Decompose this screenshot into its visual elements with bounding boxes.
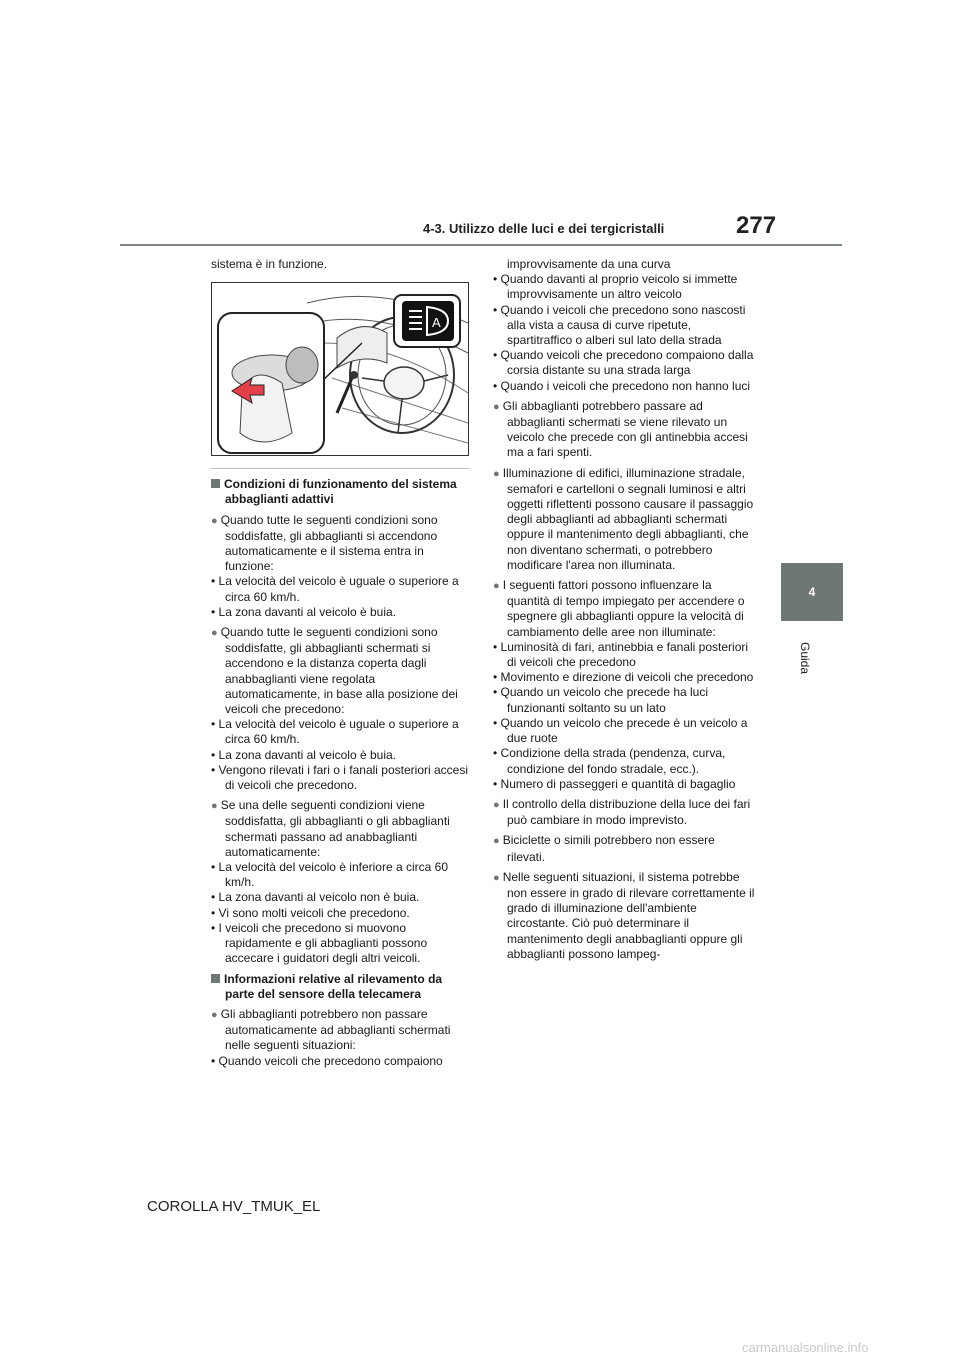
intro-text: sistema è in funzione.	[211, 257, 328, 271]
dashboard-illustration	[212, 283, 468, 455]
headlight-switch-illustration	[211, 282, 469, 456]
list-item: • Quando un veicolo che precede è un veicolo a due ruote	[493, 715, 748, 746]
heading-camera-sensor: Informazioni relative al rilevamento da parte del sensore della telecamera	[211, 972, 469, 1002]
list-item: • Condizione della strada (pendenza, curva, condizione del fondo stradale, ecc.).	[493, 746, 726, 776]
list-item: • La zona davanti al veicolo è buia.	[211, 747, 397, 762]
circle-bullet-icon: ●	[493, 798, 503, 811]
list-item: • Movimento e direzione di veicoli che precedono	[493, 670, 754, 685]
list-item: • Quando i veicoli che precedono non hanno luci	[493, 378, 751, 393]
list-item: • La zona davanti al veicolo non è buia.	[211, 890, 420, 905]
section-divider	[211, 468, 469, 469]
bullet-item: ● Gli abbaglianti potrebbero non passare automaticamente ad abbaglianti schermati nelle seguenti situazioni:	[211, 1006, 451, 1053]
circle-bullet-icon: ●	[211, 627, 221, 640]
list-item: • Vi sono molti veicoli che precedono.	[211, 905, 410, 920]
list-item: • Quando i veicoli che precedono sono nascosti alla vista a causa di curve ripetute, spartitraffico o alberi sul lato della strada	[493, 302, 746, 348]
bullet-item: ● Se una delle seguenti condizioni viene soddisfatta, gli abbaglianti o gli abbaglianti schermati passano ad anabbaglianti automaticamente:	[211, 798, 450, 859]
indicator-letter: A	[432, 315, 441, 331]
bullet-item: ● Gli abbaglianti potrebbero passare ad abbaglianti schermati se viene rilevato un veicolo che precede con gli antinebbia accesi ma a fari spenti.	[493, 398, 748, 460]
list-item: • Numero di passeggeri e quantità di bagaglio	[493, 776, 736, 791]
list-item: • Quando veicoli che precedono compaiono dalla corsia distante su una strada larga	[493, 348, 754, 378]
list-item: • Quando davanti al proprio veicolo si immette improvvisamente un altro veicolo	[493, 272, 738, 302]
square-bullet-icon	[211, 479, 220, 488]
bullet-item: ● Biciclette o simili potrebbero non essere rilevati.	[493, 833, 715, 864]
bullet-item: ● Illuminazione di edifici, illuminazione stradale, semafori e cartelloni o segnali luminosi e altri oggetti riflettenti possono causare il passaggio degli abbaglianti ad abbaglianti schermati oppure il mantenimento degli abbaglianti, che non diventano schermati, o potrebbero modificare l'area non illuminata.	[493, 465, 754, 572]
circle-bullet-icon: ●	[493, 871, 503, 884]
bullet-item: ● Nelle seguenti situazioni, il sistema potrebbe non essere in grado di rilevare correttamente il grado di illuminazione dell'ambiente circostante. Ciò può determinare il mantenimento degli anabbaglianti oppure gli abbaglianti possono lampeg-	[493, 869, 755, 961]
chapter-label: Guida	[798, 642, 812, 675]
header-rule	[120, 244, 842, 246]
right-column	[493, 257, 755, 962]
circle-bullet-icon: ●	[493, 835, 503, 848]
list-item-continued: improvvisamente da una curva	[507, 257, 671, 271]
bullet-item: ● Quando tutte le seguenti condizioni sono soddisfatte, gli abbaglianti schermati si accendono e la distanza coperta dagli anabbaglianti viene regolata automaticamente, in base alla posizione dei veicoli che precedono:	[211, 625, 458, 717]
section-title: 4-3. Utilizzo delle luci e dei tergicristalli	[423, 221, 665, 236]
left-column	[211, 257, 469, 1069]
list-item: • La velocità del veicolo è inferiore a circa 60 km/h.	[211, 860, 449, 890]
list-item: • La velocità del veicolo è uguale o superiore a circa 60 km/h.	[211, 717, 459, 747]
circle-bullet-icon: ●	[211, 1008, 221, 1021]
list-item: • Vengono rilevati i fari o i fanali posteriori accesi di veicoli che precedono.	[211, 762, 469, 793]
list-item: • I veicoli che precedono si muovono rapidamente e gli abbaglianti possono accecare i guidatori degli altri veicoli.	[211, 920, 428, 966]
list-item: • Quando un veicolo che precede ha luci funzionanti soltanto su un lato	[493, 685, 709, 715]
page-number: 277	[736, 212, 777, 239]
chapter-tab[interactable]: 4	[781, 563, 843, 621]
heading-conditions: Condizioni di funzionamento del sistema abbaglianti adattivi	[211, 477, 469, 507]
circle-bullet-icon: ●	[493, 400, 503, 413]
watermark: carmanualsonline.info	[742, 1340, 869, 1355]
list-item: • La velocità del veicolo è uguale o superiore a circa 60 km/h.	[211, 574, 459, 604]
circle-bullet-icon: ●	[493, 580, 503, 593]
list-item: • Quando veicoli che precedono compaiono	[211, 1053, 443, 1068]
footer-model: COROLLA HV_TMUK_EL	[147, 1198, 321, 1215]
circle-bullet-icon: ●	[211, 514, 221, 527]
list-item: • Luminosità di fari, antinebbia e fanali posteriori di veicoli che precedono	[493, 639, 749, 670]
circle-bullet-icon: ●	[211, 800, 221, 813]
circle-bullet-icon: ●	[493, 467, 503, 480]
bullet-item: ● I seguenti fattori possono influenzare la quantità di tempo impiegato per accendere o spegnere gli abbaglianti oppure la velocità di cambiamento delle aree non illuminate:	[493, 578, 745, 639]
list-item: • La zona davanti al veicolo è buia.	[211, 604, 397, 619]
bullet-item: ● Il controllo della distribuzione della luce dei fari può cambiare in modo imprevisto.	[493, 796, 751, 828]
bullet-item: ● Quando tutte le seguenti condizioni sono soddisfatte, gli abbaglianti si accendono automaticamente e il sistema entra in funzione:	[211, 512, 438, 574]
square-bullet-icon	[211, 974, 220, 983]
